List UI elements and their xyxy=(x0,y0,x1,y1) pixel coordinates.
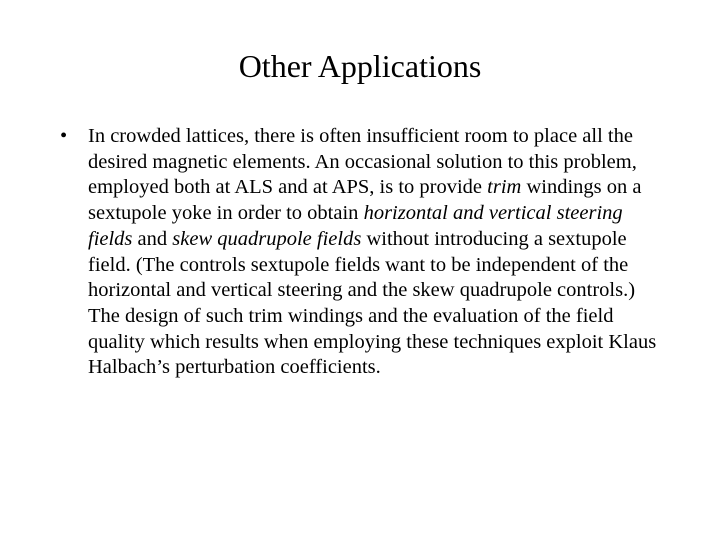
bullet-list xyxy=(60,124,660,381)
emphasis-steering-fields: horizontal and vertical steering fields xyxy=(88,202,623,250)
bullet-text-segment: and xyxy=(132,227,173,250)
bullet-text xyxy=(88,124,660,381)
bullet-dot-icon: • xyxy=(60,125,68,147)
emphasis-trim: trim xyxy=(487,176,522,199)
bullet-text-segment: windings on a sextupole yoke in order to obtain xyxy=(88,176,642,225)
bullet-text-segment: without introducing a sextupole field. (The controls sextupole fields want to be independent of the horizontal and vertical steering and the skew quadrupole controls.) The design of such trim windings and the evaluation of the field quality which results when employing these techniques exploit Klaus Halbach’s perturbation coefficients. xyxy=(88,227,657,379)
slide-title: Other Applications xyxy=(238,48,482,84)
emphasis-skew-quadrupole-fields: skew quadrupole fields xyxy=(172,227,362,250)
bullet-item xyxy=(60,124,660,381)
bullet-text-segment: In crowded lattices, there is often insufficient room to place all the desired magnetic elements. An occasional solution to this problem, employed both at ALS and at APS, is to provide xyxy=(88,125,637,199)
